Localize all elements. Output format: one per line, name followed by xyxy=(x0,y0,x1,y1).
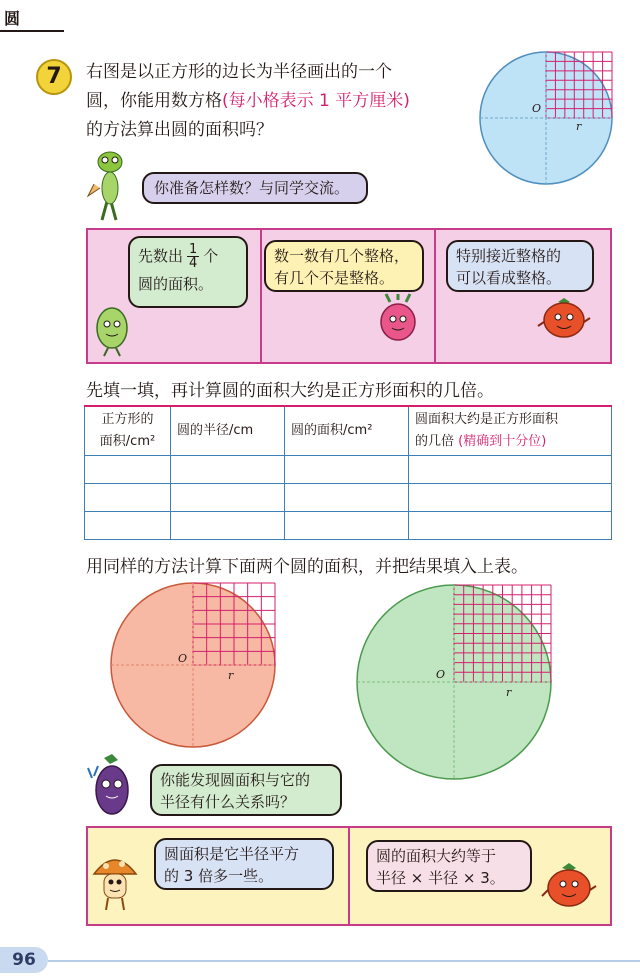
table-cell[interactable] xyxy=(285,512,409,540)
conclusion-2-line-1: 圆的面积大约等于 xyxy=(376,847,497,865)
table-row xyxy=(85,512,612,540)
problem-line-2-text: 圆，你能用数方格 xyxy=(86,91,222,111)
relation-line-2: 半径有什么关系吗？ xyxy=(160,793,296,811)
tomato-character-2 xyxy=(542,862,596,910)
fraction-one-quarter xyxy=(187,243,199,270)
unit-note: (每小格表示 1 平方厘米) xyxy=(222,91,410,111)
conclusion-1-line-1: 圆面积是它半径平方 xyxy=(164,845,300,863)
origin-label: O xyxy=(436,668,446,681)
bubble-near-whole xyxy=(446,240,594,292)
header-rule xyxy=(0,30,64,32)
table-cell[interactable] xyxy=(85,484,171,512)
radius-label: r xyxy=(506,686,512,699)
panel-divider-3 xyxy=(348,828,350,924)
footer-rule xyxy=(48,960,640,962)
pepper-character xyxy=(92,302,132,356)
eggplant-character xyxy=(88,754,134,818)
problem-line-2 xyxy=(86,87,466,116)
col-circle-area: 圆的面积/cm² xyxy=(285,406,409,456)
problem-text xyxy=(86,58,466,145)
bubble-prepare: 你准备怎样数？与同学交流。 xyxy=(142,172,368,204)
table-cell[interactable] xyxy=(171,484,285,512)
table-cell[interactable] xyxy=(285,456,409,484)
conclusion-2-line-2: 半径 × 半径 × 3。 xyxy=(376,869,505,887)
fraction-denominator: 4 xyxy=(189,255,198,271)
precision-note: (精确到十分位) xyxy=(458,434,547,449)
circle-diagram-green xyxy=(356,584,552,780)
bubble-whole-squares xyxy=(264,240,424,292)
tomato-character xyxy=(538,296,590,342)
bubble-relation xyxy=(150,764,342,816)
radish-character xyxy=(376,294,420,344)
col-square-area-line2: 面积/cm² xyxy=(99,434,156,449)
problem-line-3: 的方法算出圆的面积吗？ xyxy=(86,120,273,140)
count-quarter-text-b: 个 xyxy=(203,247,219,265)
table-row xyxy=(85,456,612,484)
col-ratio-line2-text: 的几倍 xyxy=(415,434,455,449)
circle-diagram-orange xyxy=(110,582,276,748)
table-cell[interactable] xyxy=(171,456,285,484)
origin-label: O xyxy=(178,652,188,665)
table-cell[interactable] xyxy=(171,512,285,540)
bubble-conclusion-1 xyxy=(154,838,334,890)
second-instruction: 用同样的方法计算下面两个圆的面积，并把结果填入上表。 xyxy=(86,557,528,577)
mantis-character xyxy=(86,148,132,224)
bubble-count-quarter xyxy=(128,236,248,308)
table-header-row xyxy=(85,406,612,456)
near-line-2: 可以看成整格。 xyxy=(456,269,562,287)
table-cell[interactable] xyxy=(409,512,612,540)
col-square-area-line1: 正方形的 xyxy=(101,412,154,427)
radius-label: r xyxy=(576,120,582,133)
col-ratio xyxy=(409,406,612,456)
mushroom-character xyxy=(92,852,138,912)
whole-line-2: 有几个不是整格。 xyxy=(274,269,395,287)
conclusion-1-line-2: 的 3 倍多一些。 xyxy=(164,867,274,885)
table-cell[interactable] xyxy=(409,456,612,484)
col-square-area xyxy=(85,406,171,456)
table-cell[interactable] xyxy=(85,456,171,484)
fill-instruction: 先填一填，再计算圆的面积大约是正方形面积的几倍。 xyxy=(86,381,494,401)
table-cell[interactable] xyxy=(409,484,612,512)
bubble-conclusion-2 xyxy=(366,840,532,892)
fraction-numerator: 1 xyxy=(189,241,198,257)
near-line-1: 特别接近整格的 xyxy=(456,247,562,265)
col-ratio-line1: 圆面积大约是正方形面积 xyxy=(415,412,559,427)
problem-number-badge: 7 xyxy=(36,59,72,95)
col-radius: 圆的半径/cm xyxy=(171,406,285,456)
origin-label: O xyxy=(532,102,542,115)
problem-line-1: 右图是以正方形的边长为半径画出的一个 xyxy=(86,62,392,82)
table-cell[interactable] xyxy=(85,512,171,540)
page-number: 96 xyxy=(0,947,48,973)
panel-divider-2 xyxy=(434,230,436,362)
results-table xyxy=(84,405,612,540)
count-quarter-line2: 圆的面积。 xyxy=(138,275,214,293)
table-cell[interactable] xyxy=(285,484,409,512)
panel-divider-1 xyxy=(260,230,262,362)
col-ratio-line2 xyxy=(415,431,605,453)
table-row xyxy=(85,484,612,512)
relation-line-1: 你能发现圆面积与它的 xyxy=(160,771,311,789)
radius-label: r xyxy=(228,669,234,682)
count-quarter-text-a: 先数出 xyxy=(138,247,184,265)
chapter-title: 圆 xyxy=(4,9,21,28)
whole-line-1: 数一数有几个整格， xyxy=(274,247,410,265)
circle-diagram-small xyxy=(478,48,614,188)
count-quarter-line1 xyxy=(138,242,238,270)
